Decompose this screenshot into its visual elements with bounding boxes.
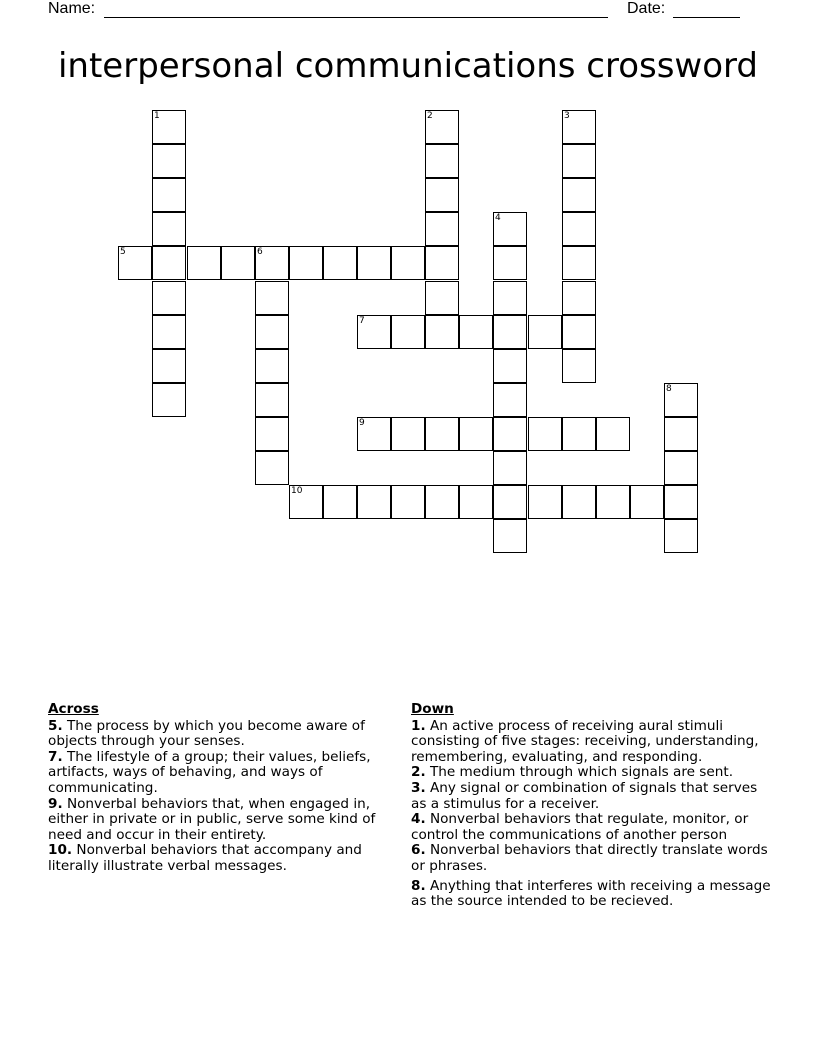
grid-cell[interactable] xyxy=(528,315,562,349)
grid-cell[interactable] xyxy=(391,417,425,451)
clue-num: 7. xyxy=(48,748,63,765)
grid-cell[interactable] xyxy=(187,246,221,280)
grid-cell[interactable] xyxy=(255,383,289,417)
clue-number: 3 xyxy=(564,111,570,121)
clue-num: 2. xyxy=(411,764,426,781)
grid-cell[interactable] xyxy=(391,246,425,280)
clue-number: 2 xyxy=(427,111,433,121)
grid-cell[interactable] xyxy=(357,315,391,349)
down-clue xyxy=(411,781,771,812)
grid-cell[interactable] xyxy=(425,281,459,315)
grid-cell[interactable] xyxy=(289,246,323,280)
grid-cell[interactable] xyxy=(664,383,698,417)
down-clues xyxy=(411,702,771,910)
grid-cell[interactable] xyxy=(459,485,493,519)
clue-number: 1 xyxy=(154,111,160,121)
across-clue xyxy=(48,719,398,750)
clue-number: 8 xyxy=(666,384,672,394)
clue-number: 7 xyxy=(359,316,365,326)
clue-num: 4. xyxy=(411,811,426,828)
grid-cell[interactable] xyxy=(562,110,596,144)
grid-cell[interactable] xyxy=(255,451,289,485)
down-clue-list xyxy=(411,719,771,910)
across-clue-list xyxy=(48,719,398,875)
grid-cell[interactable] xyxy=(562,417,596,451)
grid-cell[interactable] xyxy=(528,417,562,451)
grid-cell[interactable] xyxy=(425,315,459,349)
grid-cell[interactable] xyxy=(425,212,459,246)
grid-cell[interactable] xyxy=(664,485,698,519)
clue-text: The lifestyle of a group; their values, beliefs, artifacts, ways of behaving, and ways of communicating. xyxy=(48,748,371,796)
clue-text: Nonverbal behaviors that accompany and literally illustrate verbal messages. xyxy=(48,842,362,874)
clue-number: 10 xyxy=(291,486,303,496)
clue-num: 1. xyxy=(411,717,426,734)
grid-cell[interactable] xyxy=(425,110,459,144)
grid-cell[interactable] xyxy=(528,485,562,519)
grid-cell[interactable] xyxy=(493,281,527,315)
down-clue xyxy=(411,812,771,843)
grid-cell[interactable] xyxy=(596,485,630,519)
grid-cell[interactable] xyxy=(289,485,323,519)
across-clue xyxy=(48,843,398,874)
grid-cell[interactable] xyxy=(357,246,391,280)
grid-cell[interactable] xyxy=(152,246,186,280)
grid-cell[interactable] xyxy=(493,246,527,280)
date-label: Date: xyxy=(627,0,666,17)
grid-cell[interactable] xyxy=(493,519,527,553)
clue-text: An active process of receiving aural stimuli consisting of five stages: receiving, understanding, remembering, evaluating, and responding. xyxy=(411,717,759,765)
grid-cell[interactable] xyxy=(323,485,357,519)
clue-text: The medium through which signals are sent. xyxy=(425,764,734,781)
grid-cell[interactable] xyxy=(493,349,527,383)
grid-cell[interactable] xyxy=(562,349,596,383)
grid-cell[interactable] xyxy=(664,417,698,451)
clue-text: The process by which you become aware of objects through your senses. xyxy=(48,717,365,750)
down-clue xyxy=(411,879,771,910)
clue-num: 9. xyxy=(48,795,63,812)
grid-cell[interactable] xyxy=(562,485,596,519)
grid-cell[interactable] xyxy=(562,178,596,212)
grid-cell[interactable] xyxy=(255,246,289,280)
grid-cell[interactable] xyxy=(664,451,698,485)
grid-cell[interactable] xyxy=(255,281,289,315)
clue-text: Nonverbal behaviors that directly translate words or phrases. xyxy=(411,842,768,874)
grid-cell[interactable] xyxy=(391,485,425,519)
grid-cell[interactable] xyxy=(357,417,391,451)
grid-cell[interactable] xyxy=(493,417,527,451)
grid-cell[interactable] xyxy=(630,485,664,519)
grid-cell[interactable] xyxy=(255,417,289,451)
grid-cell[interactable] xyxy=(493,383,527,417)
grid-cell[interactable] xyxy=(562,281,596,315)
grid-cell[interactable] xyxy=(323,246,357,280)
grid-cell[interactable] xyxy=(562,144,596,178)
grid-cell[interactable] xyxy=(425,178,459,212)
grid-cell[interactable] xyxy=(562,212,596,246)
grid-cell[interactable] xyxy=(152,110,186,144)
grid-cell[interactable] xyxy=(596,417,630,451)
clue-num: 8. xyxy=(411,877,426,894)
grid-cell[interactable] xyxy=(152,383,186,417)
clue-num: 5. xyxy=(48,717,63,734)
across-clue xyxy=(48,797,398,844)
grid-cell[interactable] xyxy=(152,315,186,349)
grid-cell[interactable] xyxy=(493,212,527,246)
clue-number: 5 xyxy=(120,247,126,257)
grid-cell[interactable] xyxy=(357,485,391,519)
grid-cell[interactable] xyxy=(493,485,527,519)
grid-cell[interactable] xyxy=(493,315,527,349)
clue-num: 3. xyxy=(411,779,426,796)
grid-cell[interactable] xyxy=(221,246,255,280)
grid-cell[interactable] xyxy=(118,246,152,280)
down-clue xyxy=(411,719,771,766)
clue-text: Nonverbal behaviors that regulate, monitor, or control the communications of another person xyxy=(411,811,749,843)
grid-cell[interactable] xyxy=(425,417,459,451)
grid-cell[interactable] xyxy=(459,315,493,349)
grid-cell[interactable] xyxy=(152,281,186,315)
grid-cell[interactable] xyxy=(152,212,186,246)
grid-cell[interactable] xyxy=(152,144,186,178)
down-heading: Down xyxy=(411,701,454,717)
across-clue xyxy=(48,750,398,797)
grid-cell[interactable] xyxy=(562,246,596,280)
grid-cell[interactable] xyxy=(664,519,698,553)
grid-cell[interactable] xyxy=(152,349,186,383)
clue-text: Nonverbal behaviors that, when engaged in, either in private or in public, serve some kind of need and occur in their entirety. xyxy=(48,795,376,843)
across-heading: Across xyxy=(48,701,99,717)
grid-cell[interactable] xyxy=(562,315,596,349)
grid-cell[interactable] xyxy=(493,451,527,485)
clue-num: 10. xyxy=(48,842,73,859)
clue-number: 6 xyxy=(257,247,263,257)
grid-cell[interactable] xyxy=(425,485,459,519)
clue-number: 4 xyxy=(495,213,501,223)
down-clue xyxy=(411,843,771,874)
clue-text: Anything that interferes with receiving a message as the source intended to be recieved. xyxy=(411,877,771,910)
name-label: Name: xyxy=(48,0,96,17)
clue-num: 6. xyxy=(411,842,426,859)
grid-cell[interactable] xyxy=(425,246,459,280)
grid-cell[interactable] xyxy=(255,315,289,349)
page-title: interpersonal communications crossword xyxy=(57,46,759,86)
down-clue xyxy=(411,765,771,781)
clue-text: Any signal or combination of signals that serves as a stimulus for a receiver. xyxy=(411,779,758,812)
grid-cell[interactable] xyxy=(425,144,459,178)
grid-cell[interactable] xyxy=(255,349,289,383)
clue-number: 9 xyxy=(359,418,365,428)
across-clues xyxy=(48,702,398,875)
grid-cell[interactable] xyxy=(152,178,186,212)
grid-cell[interactable] xyxy=(391,315,425,349)
grid-cell[interactable] xyxy=(459,417,493,451)
